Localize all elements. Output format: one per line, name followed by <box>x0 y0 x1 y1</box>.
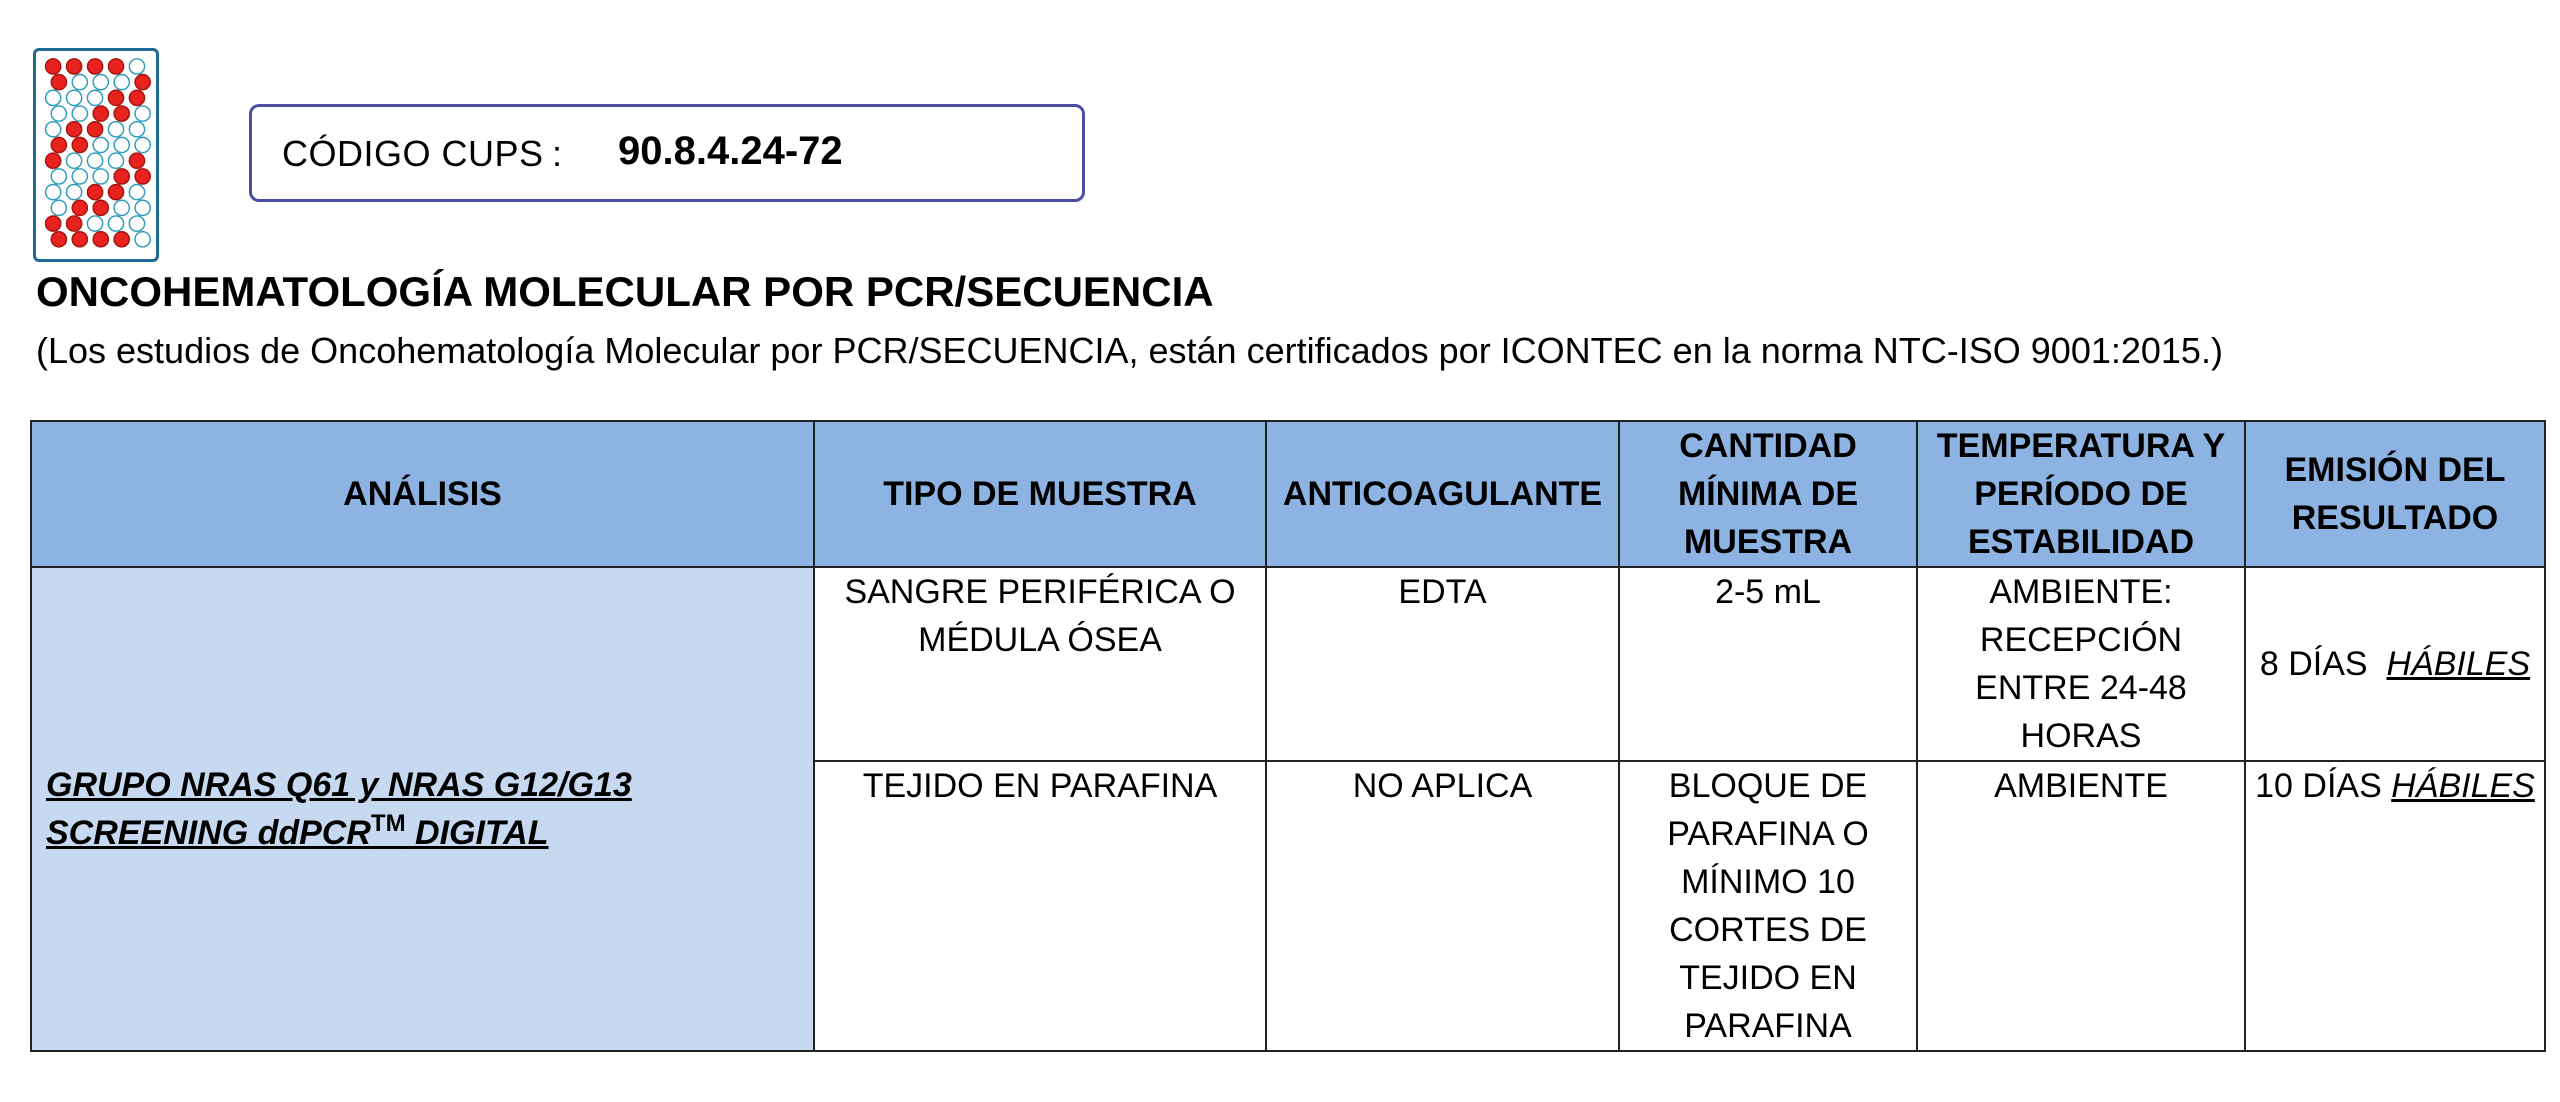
page-subtitle: (Los estudios de Oncohematología Molecular por PCR/SECUENCIA, están certificados por ICONTEC en la norma NTC-ISO 9001:2015.) <box>36 330 2223 371</box>
logo-dot <box>108 90 123 105</box>
logo-dot <box>135 200 150 215</box>
logo-dot <box>51 169 66 184</box>
header-emision: EMISIÓN DEL RESULTADO <box>2245 421 2545 567</box>
logo-dot <box>93 169 108 184</box>
logo-dot <box>66 185 81 200</box>
logo-dot <box>51 75 66 90</box>
logo-dot <box>114 137 129 152</box>
logo-dot <box>87 185 102 200</box>
header-tipo-muestra: TIPO DE MUESTRA <box>814 421 1266 567</box>
emision-cell <box>2245 567 2545 761</box>
cups-value: 90.8.4.24-72 <box>618 129 843 173</box>
logo-dot <box>72 75 87 90</box>
emision-cell <box>2245 761 2545 1051</box>
tipo-muestra-cell: TEJIDO EN PARAFINA <box>814 761 1266 1051</box>
logo-dot <box>66 90 81 105</box>
logo-dot <box>87 216 102 231</box>
logo-dot <box>66 122 81 137</box>
temperatura-cell: AMBIENTE: RECEPCIÓN ENTRE 24-48 HORAS <box>1917 567 2245 761</box>
anticoagulante-cell: EDTA <box>1266 567 1619 761</box>
logo-dot <box>72 137 87 152</box>
logo-dot <box>108 59 123 74</box>
logo-dot <box>135 137 150 152</box>
logo-dot <box>108 122 123 137</box>
logo-dot <box>129 153 144 168</box>
logo-dot <box>87 122 102 137</box>
analysis-suffix: DIGITAL <box>405 814 549 852</box>
logo-dot <box>93 75 108 90</box>
analysis-name-cell <box>31 567 814 1051</box>
logo-dot <box>87 59 102 74</box>
logo-dot <box>129 59 144 74</box>
logo-dot <box>114 106 129 121</box>
logo-dot <box>108 153 123 168</box>
logo-dot <box>93 232 108 247</box>
logo-dot <box>51 137 66 152</box>
header-temperatura: TEMPERATURA Y PERÍODO DE ESTABILIDAD <box>1917 421 2245 567</box>
emision-unit: HÁBILES <box>2386 645 2531 683</box>
logo-dot <box>108 185 123 200</box>
logo-dot <box>51 232 66 247</box>
tipo-muestra-cell: SANGRE PERIFÉRICA O MÉDULA ÓSEA <box>814 567 1266 761</box>
logo-dot <box>46 90 61 105</box>
anticoagulante-cell: NO APLICA <box>1266 761 1619 1051</box>
logo-dot <box>72 200 87 215</box>
logo-dot <box>129 216 144 231</box>
logo-dot <box>72 106 87 121</box>
logo-dot <box>114 75 129 90</box>
logo-dot <box>87 153 102 168</box>
logo-dot <box>114 169 129 184</box>
header-analisis: ANÁLISIS <box>31 421 814 567</box>
cups-label: CÓDIGO CUPS <box>282 133 544 174</box>
logo-dot <box>66 59 81 74</box>
analysis-name: GRUPO NRAS Q61 y NRAS G12/G13 SCREENING ddPCR <box>46 766 632 852</box>
cantidad-cell: BLOQUE DE PARAFINA O MÍNIMO 10 CORTES DE TEJIDO EN PARAFINA <box>1619 761 1917 1051</box>
logo-dot <box>129 185 144 200</box>
logo-dot <box>93 200 108 215</box>
emision-unit: HÁBILES <box>2391 767 2535 805</box>
logo-dot <box>46 122 61 137</box>
cups-separator: : <box>552 133 563 174</box>
logo-dot <box>135 75 150 90</box>
logo-dot <box>114 200 129 215</box>
logo-dot <box>93 137 108 152</box>
logo-dot <box>51 200 66 215</box>
logo-dot <box>129 122 144 137</box>
logo-dot <box>72 232 87 247</box>
logo-dot <box>135 232 150 247</box>
logo-dot <box>46 153 61 168</box>
header-cantidad-minima: CANTIDAD MÍNIMA DE MUESTRA <box>1619 421 1917 567</box>
logo-dot <box>46 59 61 74</box>
cantidad-cell: 2-5 mL <box>1619 567 1917 761</box>
logo-dot <box>66 216 81 231</box>
logo-dot <box>135 106 150 121</box>
logo-dot <box>129 90 144 105</box>
emision-days: 8 DÍAS <box>2259 645 2368 683</box>
table-header-row <box>31 421 2545 567</box>
logo-dot <box>108 216 123 231</box>
cups-code-box <box>249 104 1085 202</box>
logo-dot <box>66 153 81 168</box>
logo-dot <box>114 232 129 247</box>
logo-dot <box>87 90 102 105</box>
logo-dot <box>51 106 66 121</box>
header-anticoagulante: ANTICOAGULANTE <box>1266 421 1619 567</box>
table-row <box>31 567 2545 761</box>
analysis-table <box>30 420 2546 1052</box>
logo-dot <box>135 169 150 184</box>
trademark-mark: TM <box>370 810 406 837</box>
logo-dot <box>72 169 87 184</box>
logo-dot <box>46 185 61 200</box>
page-title: ONCOHEMATOLOGÍA MOLECULAR POR PCR/SECUENCIA <box>36 268 1214 315</box>
temperatura-cell: AMBIENTE <box>1917 761 2245 1051</box>
emision-days: 10 DÍAS <box>2255 767 2382 805</box>
lab-logo-icon <box>33 48 159 262</box>
logo-dot <box>93 106 108 121</box>
logo-dot <box>46 216 61 231</box>
